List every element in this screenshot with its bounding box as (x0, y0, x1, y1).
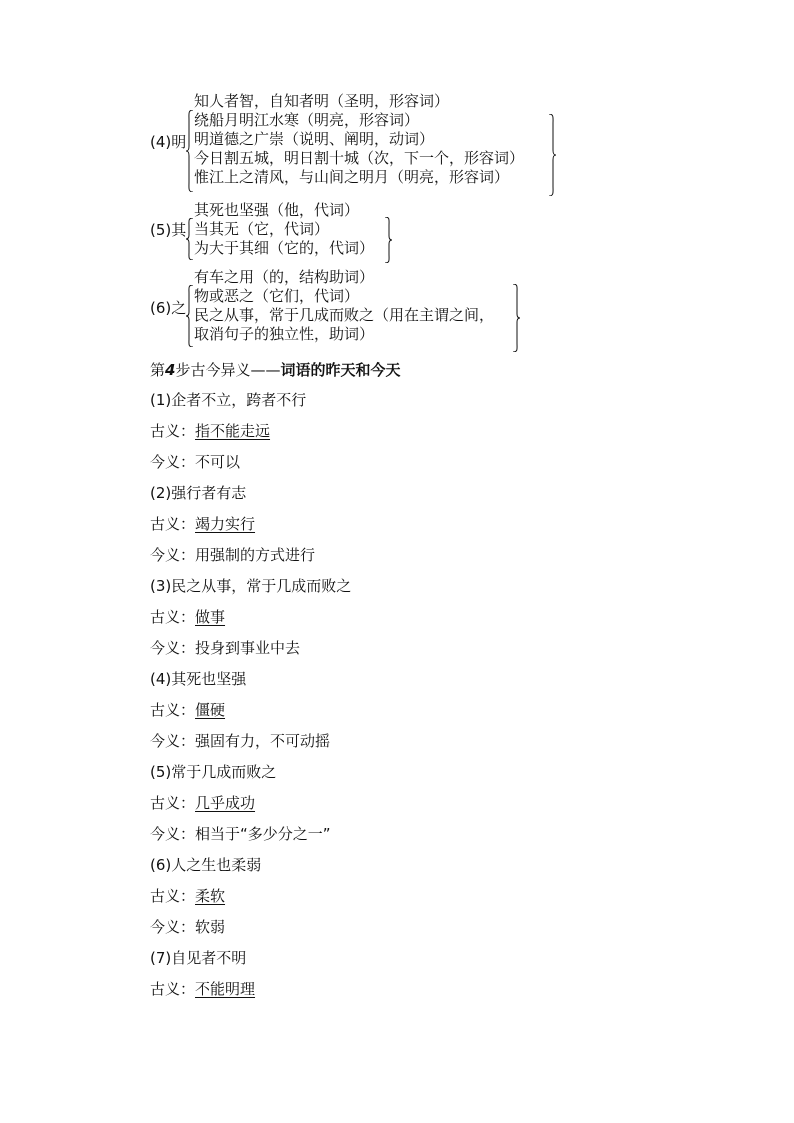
right-brace (384, 217, 392, 263)
entry-ancient (150, 514, 255, 534)
ancient-label: 古义： (150, 515, 196, 533)
ancient-meaning: 竭力实行 (195, 515, 256, 533)
right-brace (548, 114, 556, 196)
ancient-label: 古义： (150, 608, 196, 626)
entry-ancient (150, 793, 255, 813)
section-heading (150, 360, 400, 380)
group-item: 惟江上之清风，与山间之明月（明亮，形容词） (194, 168, 510, 186)
ancient-meaning: 指不能走远 (195, 422, 271, 440)
entry-ancient (150, 979, 255, 999)
entry-ancient (150, 886, 225, 906)
ancient-meaning: 僵硬 (195, 701, 226, 719)
entry-sentence: (4)其死也坚强 (150, 670, 247, 688)
modern-label: 今义： (150, 639, 196, 657)
left-brace (186, 110, 194, 192)
entry-ancient (150, 700, 225, 720)
group-item: 今日割五城，明日割十城（次，下一个，形容词） (194, 149, 525, 167)
entry-modern (150, 917, 225, 937)
entry-sentence: (3)民之从事，常于几成而败之 (150, 577, 352, 595)
modern-label: 今义： (150, 732, 196, 750)
group-label: (4)明 (150, 133, 187, 151)
modern-label: 今义： (150, 918, 196, 936)
modern-label: 今义： (150, 546, 196, 564)
entry-modern (150, 824, 331, 844)
entry-modern (150, 545, 315, 565)
entry-modern (150, 731, 330, 751)
group-items (194, 268, 494, 344)
ancient-meaning: 不能明理 (195, 980, 256, 998)
modern-meaning: 强固有力，不可动摇 (195, 732, 331, 750)
ancient-label: 古义： (150, 701, 196, 719)
group-label: (5)其 (150, 221, 187, 239)
ancient-meaning: 做事 (195, 608, 226, 626)
group-label: (6)之 (150, 299, 187, 317)
modern-meaning: 不可以 (195, 453, 241, 471)
entry-sentence: (7)自见者不明 (150, 949, 247, 967)
modern-meaning: 用强制的方式进行 (195, 546, 316, 564)
group-item: 为大于其细（它的，代词） (194, 239, 375, 257)
word-group-zhi (150, 268, 530, 352)
modern-meaning: 投身到事业中去 (195, 639, 301, 657)
group-item: 当其无（它，代词） (194, 220, 330, 238)
ancient-meaning: 几乎成功 (195, 794, 256, 812)
group-item: 绕船月明江水寒（明亮，形容词） (194, 111, 420, 129)
ancient-meaning: 柔软 (195, 887, 226, 905)
group-item: 知人者智，自知者明（圣明，形容词） (194, 92, 450, 110)
heading-bold: 词语的昨天和今天 (280, 361, 401, 379)
group-item: 有车之用（的，结构助词） (194, 268, 375, 286)
entry-ancient (150, 421, 270, 441)
left-brace (186, 285, 194, 347)
modern-label: 今义： (150, 825, 196, 843)
modern-meaning: 相当于“多少分之一” (195, 825, 331, 843)
entry-sentence: (6)人之生也柔弱 (150, 856, 262, 874)
heading-number: 4 (165, 361, 176, 379)
ancient-label: 古义： (150, 422, 196, 440)
entry-sentence: (2)强行者有志 (150, 484, 247, 502)
group-item: 民之从事，常于几成而败之（用在主谓之间， (194, 306, 495, 324)
modern-meaning: 软弱 (195, 918, 226, 936)
word-group-ming (150, 92, 560, 197)
word-group-qi (150, 201, 400, 265)
entry-sentence: (5)常于几成而败之 (150, 763, 277, 781)
heading-prefix: 第 (150, 361, 166, 379)
group-item: 其死也坚强（他，代词） (194, 201, 360, 219)
group-item: 明道德之广崇（说明、阐明，动词） (194, 130, 435, 148)
group-items (194, 92, 524, 187)
entry-ancient (150, 607, 225, 627)
entry-modern (150, 452, 240, 472)
right-brace (512, 284, 520, 352)
group-items (194, 201, 374, 258)
modern-label: 今义： (150, 453, 196, 471)
entry-sentence: (1)企者不立，跨者不行 (150, 391, 307, 409)
ancient-label: 古义： (150, 794, 196, 812)
entry-modern (150, 638, 300, 658)
left-brace (186, 218, 194, 260)
ancient-label: 古义： (150, 887, 196, 905)
group-item: 取消句子的独立性，助词） (194, 325, 375, 343)
heading-middle: 步古今异义—— (175, 361, 281, 379)
group-item: 物或恶之（它们，代词） (194, 287, 360, 305)
ancient-label: 古义： (150, 980, 196, 998)
